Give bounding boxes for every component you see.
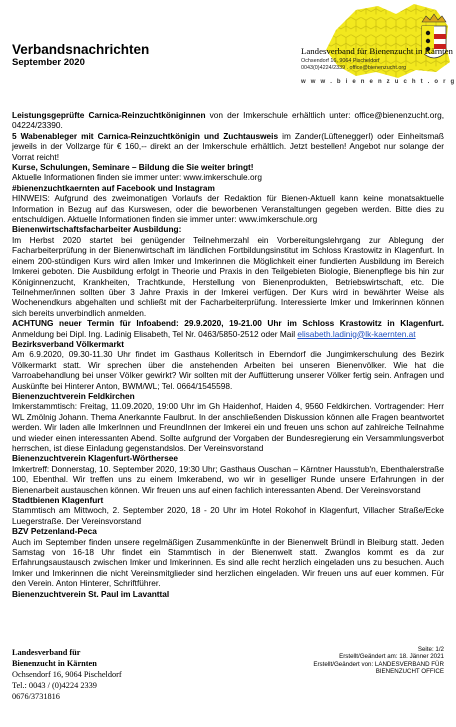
created-date: Erstellt/Geändert am: 18. Jänner 2021 <box>339 653 444 661</box>
paragraph: Imkerstammtisch: Freitag, 11.09.2020, 19:00 Uhr im Gh Haidenhof, Haiden 4, 9560 Feldkirchen. Vortragender: Herr WL Zmölnig Johann. Thema Anerkannte Faulbrut. In der anschließenden Diskussion können alle Fragen beantwortet werden. Wir laden alle ImkerInnen und FreundInnen der Imkerei ein und freuen uns schon auf zahlreiche Teilnahme und wieder einen interessanten Abend. Sollte aufgrund der Vorgaben der Bundesregierung ein Versammlungsverbot herrschen, ist diese Einladung gegenstandslos. Der Vereinsvorstand <box>12 401 444 453</box>
section-heading: Bienenzuchtverein Klagenfurt-Wörthersee <box>12 453 178 464</box>
paragraph <box>12 110 444 131</box>
created-by: BIENENZUCHT OFFICE <box>375 668 444 676</box>
document-header <box>12 42 149 69</box>
association-logo <box>296 0 456 104</box>
paragraph: Auch im September finden unsere regelmäßigen Zusammenkünfte in der Bienenwelt Bründl in Bleiburg statt. Jeden Samstag von 16-18 Uhr findet ein Stammtisch in der Bienenwelt statt. Zwanglos kommt es da zur Erfahrungsaustausch zwischen Imker und Imkerinnen. Es sind alle recht herzlich eingeladen uns zu besuchen. Auch Imker und Imkerinnen die nicht Vereinsmitglieder sind herzlichen eingeladen. Wir freuen uns auf euer kommen. Für den Verein. Anton Hinterer, Schriftführer. <box>12 536 444 589</box>
section-heading: Bezirksverband Völkermarkt <box>12 338 125 349</box>
logo-address: Ochsendorf 16, 9064 Pischeldorf <box>301 58 380 64</box>
footer-meta <box>313 646 444 676</box>
page-subtitle: September 2020 <box>12 57 85 68</box>
paragraph: Im Herbst 2020 startet bei genügender Teilnehmerzahl ein Vorbereitungslehrgang zur Ablegung der Facharbeiterprüfung in der Bienenwirtschaft im ländlichen Fortbildungsinstitut im Schloss Krastowitz in Klagenfurt. In einem 200-stündigen Kurs wird allen Imker und Imkerinnen die Möglichkeit einer fundierten Ausbildung im Bereich Imkerei geboten. Die Ausbildung erfolgt in Theorie und Praxis in den Teilgebieten Biologie, Bienenpflege bis hin zur Königinnenzucht, Krankheiten, Trachtkunde, Herstellung von Bienenprodukten, Betriebswirtschaft, etc. Die Teilnehmer/innen sollten über 3 Jahre Praxis in der Imkerei verfügen. Der Kurs wird in bewährter Weise als Wochenendkurs abgehalten und schließt mit der Facharbeiterprüfung. Interessierte Imker und Imkerinnen können sich bereits unverbindlich anmelden. <box>12 234 444 318</box>
footer-mobile: 0676/3731816 <box>12 692 60 701</box>
footer-address <box>12 647 122 702</box>
page-title: Verbandsnachrichten <box>12 42 150 57</box>
bold-text: Leistungsgeprüfte Carnica-Reinzuchtköniginnen <box>12 110 206 120</box>
text: im Zander(Lüfteneggerǀ) oder Einheitsmaß jeweils in der Vollzarge für € 160,-- direkt an der Imkerschule erhältlich. Jetzt bestellen! Angebot nur solange der Vorrat reicht! <box>12 130 444 162</box>
newsletter-body <box>12 110 444 599</box>
section-heading: Bienenzuchtverein Feldkirchen <box>12 390 135 401</box>
logo-org-name: Landesverband für Bienenzucht in Kärnten <box>301 46 453 56</box>
section-heading: Kurse, Schulungen, Seminare – Bildung die Sie weiter bringt! <box>12 162 254 173</box>
section-heading: Stadtbienen Klagenfurt <box>12 495 104 506</box>
email-link[interactable]: elisabeth.ladinig@lk-kaernten.at <box>297 328 416 339</box>
footer-phone: Tel.: 0043 / (0)4224 2339 <box>12 681 97 690</box>
section-heading: Bienenwirtschaftsfacharbeiter Ausbildung: <box>12 224 182 235</box>
bold-text: ACHTUNG neuer Termin für Infoabend: 29.9.2020, 19-21.00 Uhr im Schloss Krastowitz in Klagenfurt. <box>12 318 444 329</box>
paragraph: Imkertreff: Donnerstag, 10. September 2020, 19:30 Uhr; Gasthaus Ouschan – Kärntner Hausstub'n, Ebenthalerstraße 100, Ebenthal. Wir treffen uns zu einem Imkerabend, wo wir in geselliger Runde unsere Erfahrungen in der Bienenarbeit austauschen können. Wir freuen uns auf einen fachlich interessanten Abend. Der Vereinsvorstand <box>12 463 444 495</box>
section-heading: #bienenzuchtkaernten auf Facebook und Instagram <box>12 182 215 193</box>
paragraph: Stammtisch am Mittwoch, 2. September 2020, 18 - 20 Uhr im Hotel Rokohof in Klagenfurt, Villacher Straße/Ecke Luegerstraße. Der Vereinsvorstand <box>12 505 444 526</box>
section-heading: Bienenzuchtverein St. Paul im Lavanttal <box>12 588 170 599</box>
paragraph <box>12 318 444 339</box>
text: von der Imkerschule erhältlich unter: office@bienenzucht.org, 04224/23390. <box>12 110 445 131</box>
created-by: Erstellt/Geändert von: LANDESVERBAND FÜR <box>313 660 444 668</box>
paragraph: Aktuelle Informationen finden sie immer unter: www.imkerschule.org <box>12 172 262 183</box>
text: Anmeldung bei Dipl. Ing. Ladinig Elisabeth, Tel Nr. 0463/5850-2512 oder Mail <box>12 328 298 339</box>
logo-website: w w w . b i e n e n z u c h t . o r g <box>301 79 456 85</box>
paragraph: HINWEIS: Aufgrund des zweimonatigen Vorlaufs der Redaktion für Bienen-Aktuell kann keine monatsaktuelle Information in Bezug auf das Kurswesen, oder die beworbenen Veranstaltungen gegeben werden. Bitte dies zu entschuldigen. Aktuelle Informationen finden sie immer unter: www.imkerschule.org <box>12 193 444 225</box>
bold-text: 5 Wabenableger mit Carnica-Reinzuchtkönigin und Zuchtausweis <box>12 130 279 141</box>
logo-contact: 0043(0)4224/2339 . office@bienenzucht.org <box>301 65 407 71</box>
footer-org-line: Landesverband für <box>12 648 81 657</box>
footer-address-line: Ochsendorf 16, 9064 Pischeldorf <box>12 670 122 679</box>
paragraph <box>12 131 444 162</box>
page-number: Seite: 1/2 <box>417 646 444 653</box>
footer-org-line: Bienenzucht in Kärnten <box>12 659 97 668</box>
paragraph: Am 6.9.2020, 09.30-11.30 Uhr findet im Gasthaus Kolleritsch in Eberndorf die Jungimkerschulung des Bezirk Völkermarkt statt. Wir sprechen über die anstehenden Arbeiten bei unseren Bienenvölker. Wie hat die Varroabehandlung bei unser Völker gewirkt? Wir sollten mit der Auffütterung unserer Völker fertig sein. Anfragen und Auskünfte bei Hinterer Anton, BWM/WL; Tel. 0664/1545598. <box>12 349 444 391</box>
section-heading: BZV Petzenland-Peca <box>12 526 97 537</box>
